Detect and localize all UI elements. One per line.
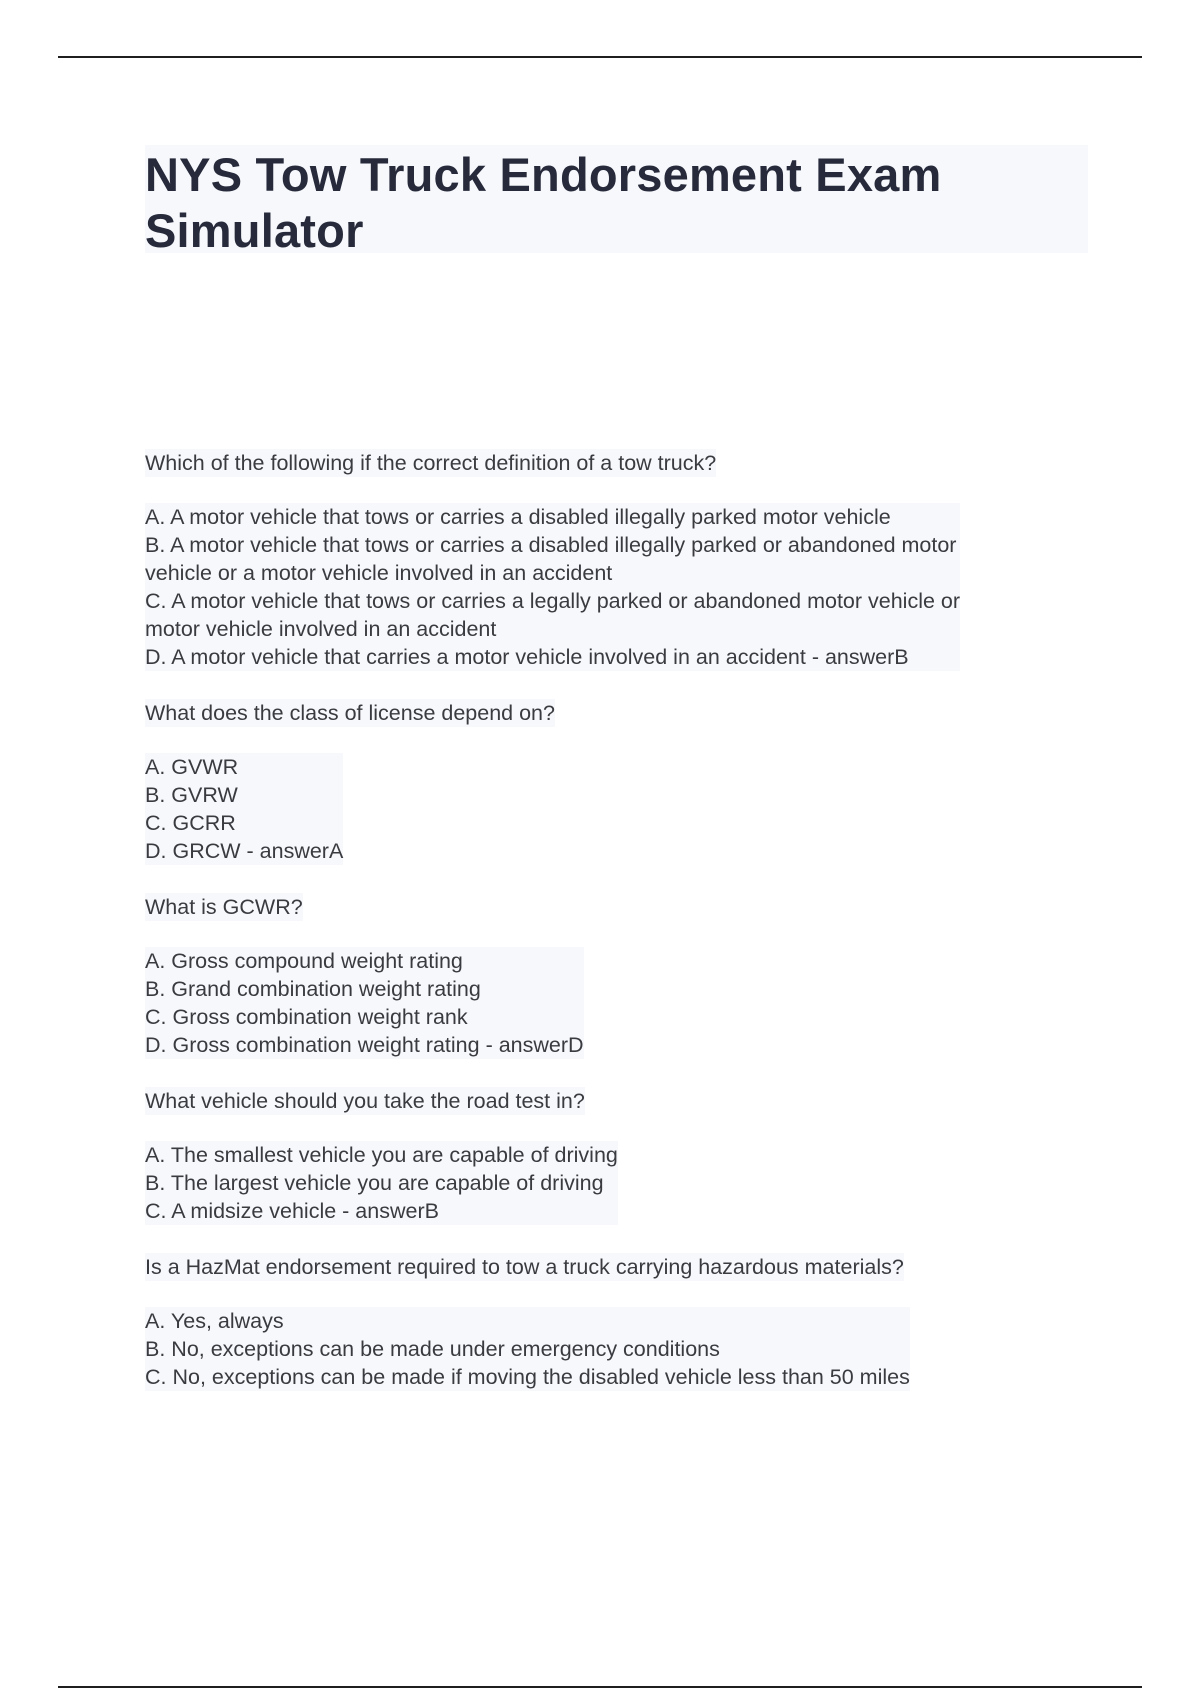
option-line: C. GCRR (145, 811, 236, 835)
question-list (145, 449, 1088, 1391)
option-line: A. Gross compound weight rating (145, 949, 463, 973)
option-line: B. A motor vehicle that tows or carries a disabled illegally parked or abandoned motor (145, 533, 957, 557)
question-text: Which of the following if the correct definition of a tow truck? (145, 451, 717, 475)
document-body (145, 145, 1088, 1419)
question-text: What vehicle should you take the road test in? (145, 1089, 585, 1113)
answer-options (145, 753, 343, 865)
page-title (145, 147, 1088, 259)
option-line: C. No, exceptions can be made if moving the disabled vehicle less than 50 miles (145, 1365, 910, 1389)
question-item-1 (145, 449, 1088, 671)
answer-options (145, 947, 584, 1059)
title-line-2: Simulator (145, 204, 364, 257)
option-line: D. Gross combination weight rating - answerD (145, 1033, 584, 1057)
question-item-2 (145, 699, 1088, 865)
option-line: C. Gross combination weight rank (145, 1005, 468, 1029)
title-line-1: NYS Tow Truck Endorsement Exam (145, 148, 942, 201)
option-line: B. Grand combination weight rating (145, 977, 481, 1001)
option-line: A. A motor vehicle that tows or carries a disabled illegally parked motor vehicle (145, 505, 891, 529)
option-line: C. A motor vehicle that tows or carries a legally parked or abandoned motor vehicle or (145, 589, 961, 613)
option-line: vehicle or a motor vehicle involved in an accident (145, 561, 613, 585)
answer-options (145, 503, 960, 671)
question-item-3 (145, 893, 1088, 1059)
question-text: Is a HazMat endorsement required to tow a truck carrying hazardous materials? (145, 1255, 904, 1279)
answer-options (145, 1307, 910, 1391)
question-item-5 (145, 1253, 1088, 1391)
option-line: A. The smallest vehicle you are capable of driving (145, 1143, 618, 1167)
question-text: What does the class of license depend on? (145, 701, 555, 725)
question-text: What is GCWR? (145, 895, 303, 919)
top-divider (58, 56, 1142, 58)
option-line: D. A motor vehicle that carries a motor vehicle involved in an accident - answerB (145, 645, 909, 669)
bottom-divider (58, 1686, 1142, 1688)
option-line: C. A midsize vehicle - answerB (145, 1199, 439, 1223)
option-line: motor vehicle involved in an accident (145, 617, 497, 641)
option-line: B. The largest vehicle you are capable of driving (145, 1171, 604, 1195)
answer-options (145, 1141, 618, 1225)
option-line: A. Yes, always (145, 1309, 284, 1333)
question-item-4 (145, 1087, 1088, 1225)
option-line: B. No, exceptions can be made under emergency conditions (145, 1337, 720, 1361)
option-line: D. GRCW - answerA (145, 839, 344, 863)
option-line: B. GVRW (145, 783, 238, 807)
title-block (145, 145, 1088, 257)
option-line: A. GVWR (145, 755, 239, 779)
